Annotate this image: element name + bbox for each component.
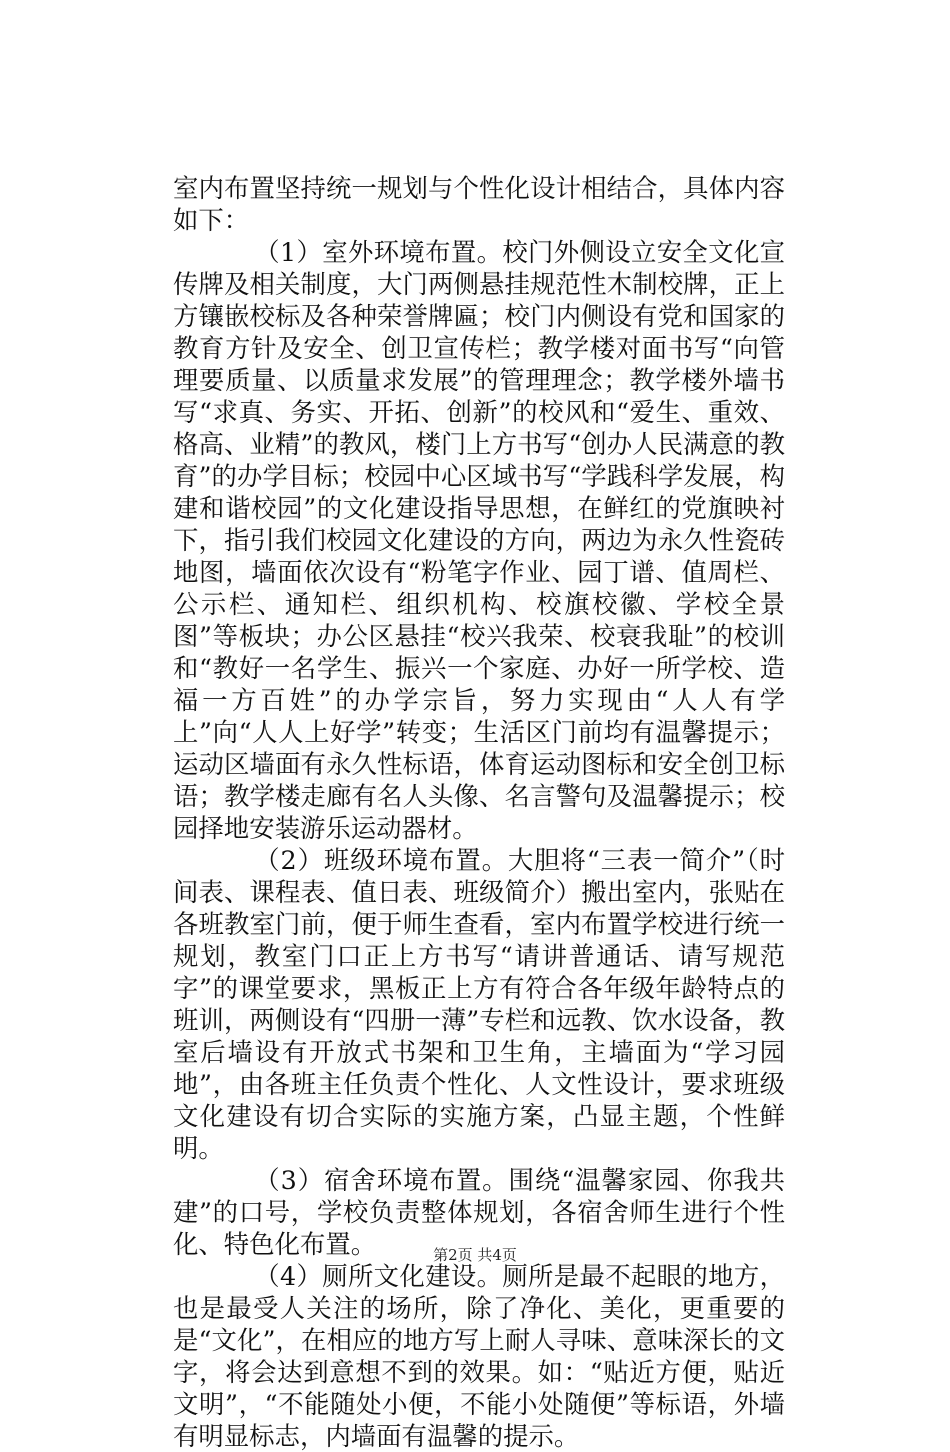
paragraph-dormitory-environment: （3）宿舍环境布置。围绕“温馨家园、你我共建”的口号，学校负责整体规划，各宿舍师生进行个性化、特色化布置。 bbox=[173, 1165, 785, 1259]
paragraph-outdoor-environment: （1）室外环境布置。校门外侧设立安全文化宣传牌及相关制度，大门两侧悬挂规范性木制校牌，正上方镶嵌校标及各种荣誉牌匾；校门内侧设有党和国家的教育方针及安全、创卫宣传栏；教学楼对面书写“向管理要质量、以质量求发展”的管理理念；教学楼外墙书写“求真、务实、开拓、创新”的校风和“爱生、重效、格高、业精”的教风，楼门上方书写“创办人民满意的教育”的办学目标；校园中心区域书写“学践科学发展，构建和谐校园”的文化建设指导思想，在鲜红的党旗映衬下，指引我们校园文化建设的方向，两边为永久性瓷砖地图，墙面依次设有“粉笔字作业、园丁谱、值周栏、公示栏、通知栏、组织机构、校旗校徽、学校全景图”等板块；办公区悬挂“校兴我荣、校衰我耻”的校训和“教好一名学生、振兴一个家庭、办好一所学校、造福一方百姓”的办学宗旨，努力实现由“人人有学上”向“人人上好学”转变；生活区门前均有温馨提示；运动区墙面有永久性标语，体育运动图标和安全创卫标语；教学楼走廊有名人头像、名言警句及温馨提示；校园择地安装游乐运动器材。 bbox=[173, 237, 785, 843]
page-number-footer: 第2页 共4页 bbox=[433, 1246, 517, 1264]
paragraph-class-environment: （2）班级环境布置。大胆将“三表一简介”（时间表、课程表、值日表、班级简介）搬出室内，张贴在各班教室门前，便于师生查看，室内布置学校进行统一规划，教室门口正上方书写“请讲普通话、请写规范字”的课堂要求，黑板正上方有符合各年级年龄特点的班训，两侧设有“四册一薄”专栏和远教、饮水设备，教室后墙设有开放式书架和卫生角，主墙面为“学习园地”，由各班主任负责个性化、人文性设计，要求班级文化建设有切合实际的实施方案，凸显主题，个性鲜明。 bbox=[173, 845, 785, 1163]
paragraph-toilet-culture: （4）厕所文化建设。厕所是最不起眼的地方，也是最受人关注的场所，除了净化、美化，更重要的是“文化”，在相应的地方写上耐人寻味、意味深长的文字，将会达到意想不到的效果。如：“贴近方便，贴近文明”，“不能随处小便，不能小处随便”等标语，外墙有明显标志，内墙面有温馨的提示。 bbox=[173, 1261, 785, 1451]
paragraph-intro: 室内布置坚持统一规划与个性化设计相结合，具体内容如下： bbox=[173, 173, 785, 235]
